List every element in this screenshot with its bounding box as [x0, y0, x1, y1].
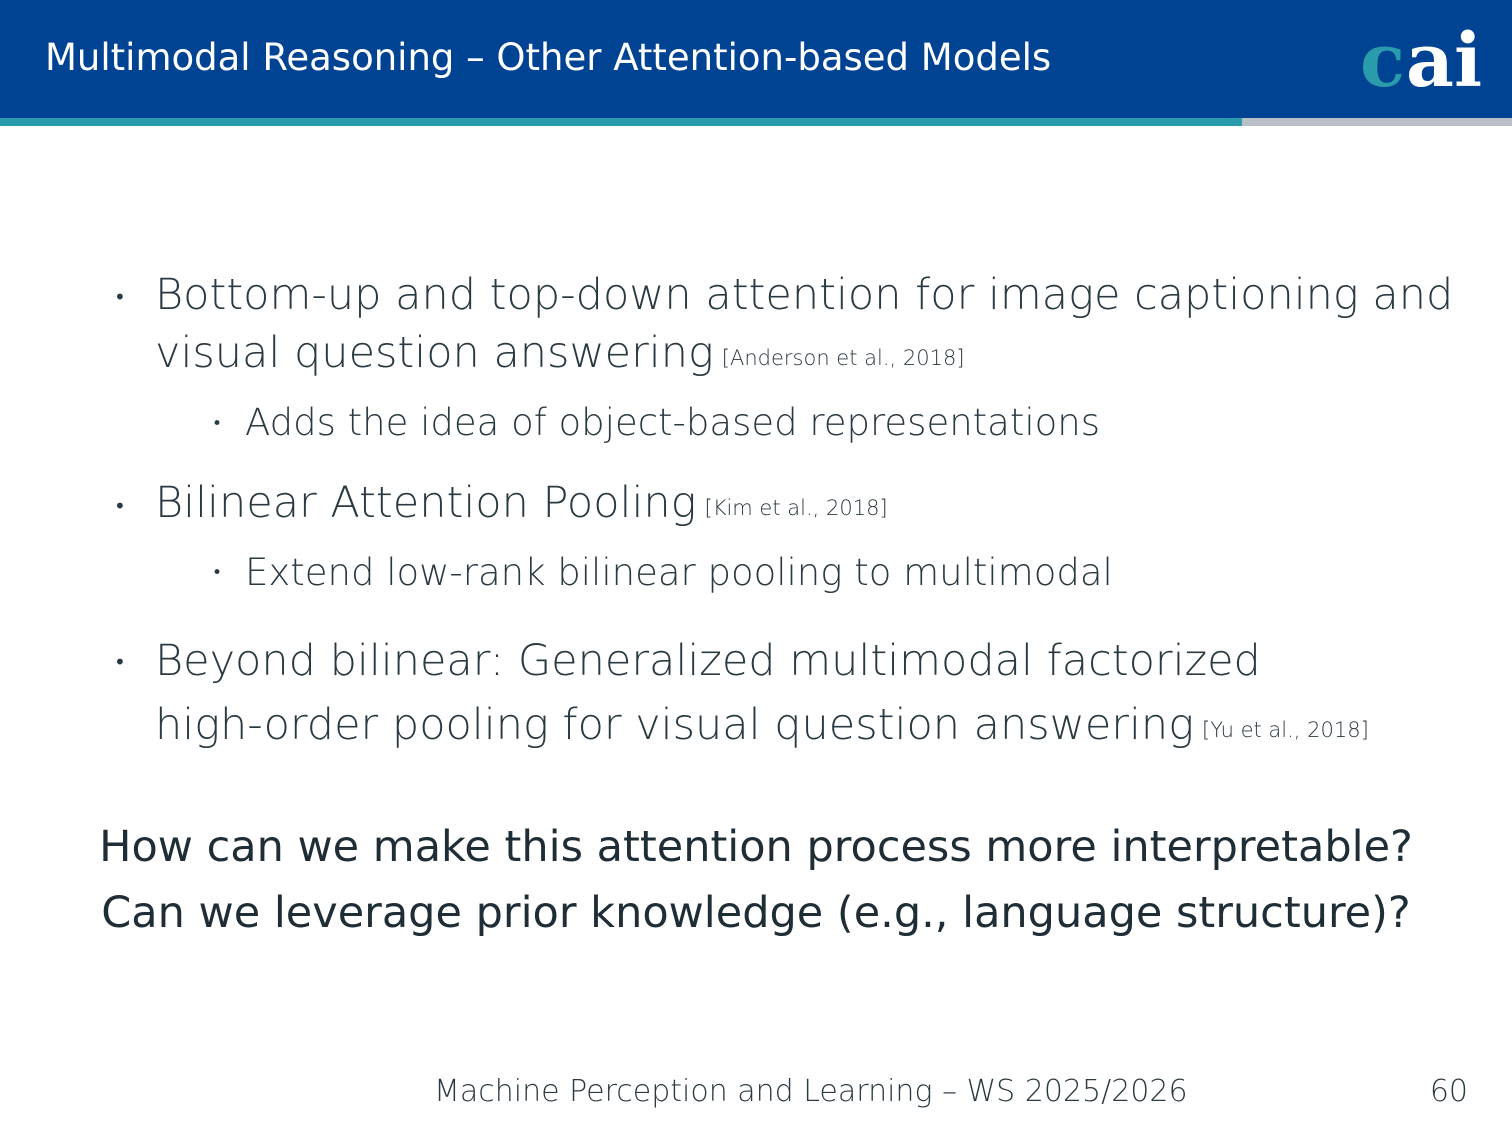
header-accent-rule: [0, 118, 1242, 126]
footer-course: Machine Perception and Learning – WS 2025/2026: [434, 1074, 1188, 1109]
slide-header: [0, 0, 1512, 118]
bullet-2-sub: Extend low-rank bilinear pooling to multimodal: [245, 551, 1113, 594]
svg-text:ai: ai: [1406, 18, 1483, 104]
bullet-icon: •: [114, 494, 126, 518]
page-number: 60: [1429, 1074, 1468, 1109]
question-1: How can we make this attention process more interpretable?: [99, 822, 1413, 872]
sub-bullet-icon: •: [212, 414, 223, 434]
bullet-icon: •: [114, 285, 126, 309]
cai-logo: [1360, 18, 1483, 104]
bullet-1-line-1: Bottom-up and top-down attention for image captioning and: [155, 270, 1454, 320]
citation: [Anderson et al., 2018]: [721, 346, 965, 370]
svg-text:c: c: [1360, 18, 1406, 104]
sub-bullet-icon: •: [212, 563, 223, 583]
citation: [Yu et al., 2018]: [1202, 718, 1369, 742]
bullet-1-sub: Adds the idea of object-based representations: [245, 401, 1100, 444]
bullet-3-line-1: Beyond bilinear: Generalized multimodal factorized: [155, 636, 1261, 686]
bullet-3-line-2: high-order pooling for visual question answering [Yu et al., 2018]: [155, 700, 1369, 750]
question-2: Can we leverage prior knowledge (e.g., language structure)?: [101, 888, 1411, 938]
bullet-icon: •: [114, 650, 126, 674]
header-gray-rule: [1242, 118, 1512, 126]
citation: [Kim et al., 2018]: [704, 496, 888, 520]
bullet-1-line-2: visual question answering [Anderson et al., 2018]: [155, 328, 965, 378]
slide-title: Multimodal Reasoning – Other Attention-based Models: [45, 36, 1052, 79]
bullet-2-line-1: Bilinear Attention Pooling [Kim et al., 2018]: [155, 478, 888, 528]
